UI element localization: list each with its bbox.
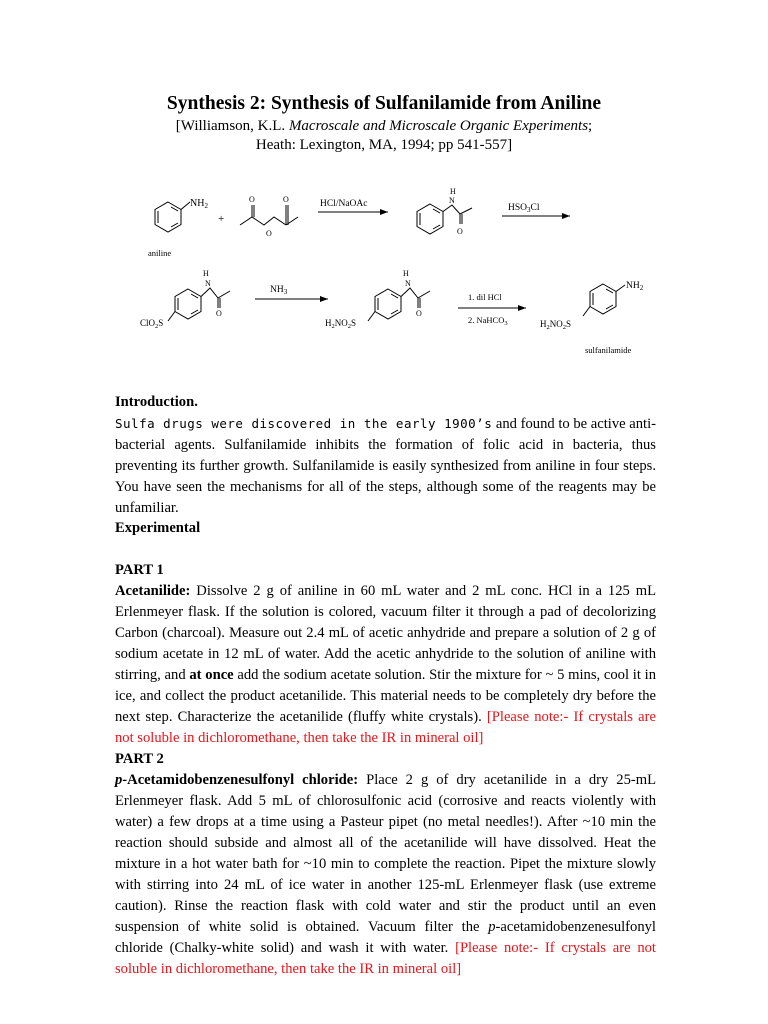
acetanilide-ring — [417, 204, 443, 234]
aniline-ring — [155, 202, 181, 232]
label-aniline: aniline — [148, 248, 172, 258]
part2-heading: PART 2 — [115, 751, 164, 767]
svg-text:N: N — [205, 279, 211, 288]
introduction-paragraph: Sulfa drugs were discovered in the early 1900’s and found to be active anti-bacterial agents. Sulfanilamide inhibits the formation of folic acid in bacteria, thus preventing its further growth. Sulfanilamide is easily synthesized from aniline in four steps. You have seen the mechanisms for all of the steps, although some of the reagents may be unfamiliar. — [115, 416, 656, 516]
citation-line-2: Heath: Lexington, MA, 1994; pp 541-557] — [255, 137, 513, 153]
h2no2s-label-1: $H_2NO_2S$ — [325, 318, 357, 330]
reagent-dil-hcl: 1. dil HCl — [468, 292, 502, 302]
sulfonyl-chloride-ring — [175, 289, 201, 319]
citation — [0, 117, 768, 155]
reaction-scheme — [140, 180, 680, 370]
svg-text:O: O — [283, 195, 289, 204]
citation-line-1: [Williamson, K.L. Macroscale and Microscale Organic Experiments; — [175, 118, 593, 134]
reagent-nahco3: 2. NaHCO$_3$ — [468, 315, 508, 327]
experimental-heading: Experimental — [115, 520, 201, 536]
h2no2s-label-2: $H_2NO_2S$ — [540, 319, 572, 331]
sulfonamide-ring — [375, 289, 401, 319]
part2-paragraph: p-Acetamidobenzenesulfonyl chloride: Place 2 g of dry acetanilide in a dry 25-mL Erlenmeyer flask. Add 5 mL of chlorosulfonic acid (corrosive and reacts violently with water) a few drops at a time using a Pasteur pipet (no metal needles!). After ~10 min the reaction should subside and almost all of the acetanilide will have dissolved. Heat the mixture in a hot water bath for ~10 min to complete the reaction. Pipet the mixture slowly with stirring into 24 mL of ice water in another 125-mL Erlenmeyer flask (use extreme caution). Rinse the reaction flask with cold water and stir the product until an even suspension of white solid is obtained. Vacuum filter the p-acetamidobenzenesulfonyl chloride (Chalky-white solid) and wash it with water. [Please note:- If crystals are not soluble in dichloromethane, then take the IR in mineral oil] — [115, 772, 656, 977]
svg-text:O: O — [457, 227, 463, 236]
reagent-hcl-naoac: HCl/NaOAc — [320, 199, 368, 209]
svg-text:O: O — [216, 309, 222, 318]
introduction-heading: Introduction. — [115, 394, 198, 410]
aniline-nh2: $NH_2$ — [190, 198, 208, 210]
svg-text:H: H — [403, 269, 409, 278]
sulfanilamide-nh2: $NH_2$ — [626, 281, 644, 292]
reagent-nh3: $NH_3$ — [270, 285, 288, 296]
svg-text:O: O — [266, 229, 272, 238]
sulfanilamide-ring — [590, 284, 616, 314]
svg-text:H: H — [203, 269, 209, 278]
part2-note: [Please note:- If crystals are not soluble in dichloromethane, then take the IR in mineral oil] — [115, 940, 656, 977]
clo2s-label: ClO$_2$S — [140, 318, 164, 330]
svg-text:H: H — [450, 187, 456, 196]
reagent-hso3cl: $HSO_3Cl$ — [508, 203, 540, 214]
svg-text:O: O — [416, 309, 422, 318]
reaction-scheme-drawing — [140, 180, 680, 370]
part1-heading: PART 1 — [115, 562, 164, 578]
acetic-anhydride — [240, 217, 286, 225]
label-sulfanilamide: sulfanilamide — [585, 345, 632, 355]
page-title: Synthesis 2: Synthesis of Sulfanilamide from Aniline — [166, 93, 602, 114]
svg-text:O: O — [249, 195, 255, 204]
plus-sign: + — [218, 213, 225, 225]
part1-note: [Please note:- If crystals are not soluble in dichloromethane, then take the IR in mineral oil] — [115, 709, 656, 746]
svg-text:N: N — [405, 279, 411, 288]
part1-paragraph: Acetanilide: Dissolve 2 g of aniline in 60 mL water and 2 mL conc. HCl in a 125 mL Erlenmeyer flask. If the solution is colored, vacuum filter it through a pad of decolorizing Carbon (charcoal). Measure out 2.4 mL of acetic anhydride and prepare a solution of 2 g of sodium acetate in 12 mL of water. Add the acetic anhydride to the solution of aniline with stirring, and at once add the sodium acetate solution. Stir the mixture for ~ 5 mins, cool it in ice, and collect the product acetanilide. This material needs to be completely dry before the next step. Characterize the acetanilide (fluffy white crystals). [Please note:- If crystals are not soluble in dichloromethane, then take the IR in mineral oil] — [115, 583, 656, 746]
svg-text:N: N — [449, 196, 455, 205]
